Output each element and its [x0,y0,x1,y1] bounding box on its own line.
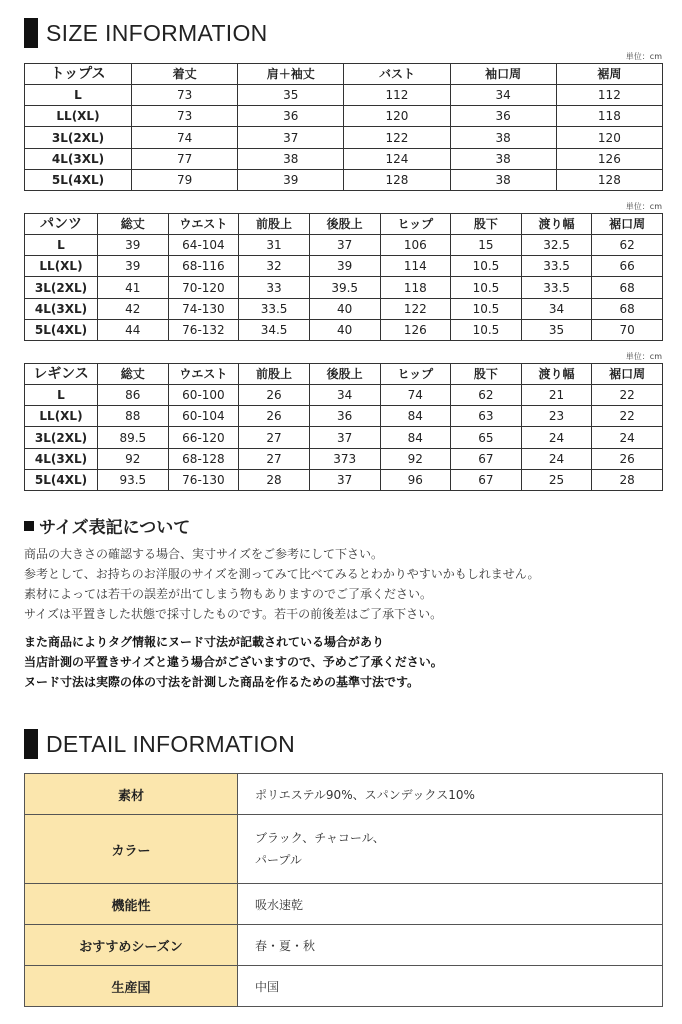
row-label: 3L(2XL) [25,127,132,148]
table-cell: 36 [309,406,380,427]
table-cell: 76-132 [168,319,239,340]
table-cell: 33.5 [239,298,310,319]
row-label: LL(XL) [25,406,98,427]
table-cell: 66-120 [168,427,239,448]
table-cell: 106 [380,235,451,256]
table-cell: 73 [132,106,238,127]
table-cell: 10.5 [451,298,522,319]
detail-label: カラー [25,815,238,884]
table-cell: 33 [239,277,310,298]
table-cell: 126 [380,319,451,340]
column-header: 総丈 [98,364,169,385]
table-row [25,469,663,490]
bold-note-line: また商品によりタグ情報にヌード寸法が記載されている場合があり [24,635,385,649]
heading-bar [24,729,38,759]
table-cell: 37 [309,427,380,448]
size-notes-heading [24,513,190,538]
table-cell: 68-128 [168,448,239,469]
column-header: ヒップ [380,214,451,235]
table-cell: 63 [451,406,522,427]
size-info-title: SIZE INFORMATION [46,19,268,46]
row-label: 3L(2XL) [25,277,98,298]
detail-info-title: DETAIL INFORMATION [46,730,296,757]
leggings-corner-label: レギンス [25,364,98,385]
table-row [25,385,663,406]
table-row [25,169,663,190]
table-cell: 33.5 [521,277,592,298]
table-cell: 84 [380,406,451,427]
column-header: 肩＋袖丈 [238,64,344,85]
column-header: 袖口周 [450,64,556,85]
table-cell: 76-130 [168,469,239,490]
table-cell: 38 [450,148,556,169]
table-cell: 68 [592,298,663,319]
table-cell: 26 [239,385,310,406]
table-row [25,85,663,106]
detail-row-season [25,925,663,966]
tops-corner-label: トップス [25,64,132,85]
detail-row-material [25,774,663,815]
table-cell: 15 [451,235,522,256]
column-header: 股下 [451,364,522,385]
color-value-line: ブラック、チャコール、 [255,831,385,845]
tops-size-table [24,63,663,191]
table-cell: 60-104 [168,406,239,427]
column-header: 渡り幅 [521,214,592,235]
table-cell: 37 [309,235,380,256]
table-cell: 74 [132,127,238,148]
table-cell: 22 [592,385,663,406]
table-cell: 34.5 [239,319,310,340]
table-cell: 10.5 [451,319,522,340]
table-cell: 124 [344,148,450,169]
table-cell: 21 [521,385,592,406]
table-cell: 28 [239,469,310,490]
table-cell: 70-120 [168,277,239,298]
column-header: 総丈 [98,214,169,235]
detail-label: おすすめシーズン [25,925,238,966]
detail-row-color [25,815,663,884]
table-cell: 26 [239,406,310,427]
table-cell: 96 [380,469,451,490]
row-label: 4L(3XL) [25,148,132,169]
table-cell: 68 [592,277,663,298]
table-cell: 84 [380,427,451,448]
column-header: 前股上 [239,364,310,385]
table-cell: 41 [98,277,169,298]
table-cell: 92 [98,448,169,469]
detail-row-function [25,884,663,925]
row-label: L [25,85,132,106]
column-header: ウエスト [168,364,239,385]
row-label: 4L(3XL) [25,448,98,469]
table-row [25,127,663,148]
table-cell: 74 [380,385,451,406]
table-cell: 28 [592,469,663,490]
table-cell: 89.5 [98,427,169,448]
table-cell: 92 [380,448,451,469]
table-cell: 70 [592,319,663,340]
detail-value: 春・夏・秋 [238,925,663,966]
table-cell: 36 [238,106,344,127]
table-cell: 128 [556,169,662,190]
table-row [25,319,663,340]
column-header: 裾口周 [592,364,663,385]
detail-row-origin [25,966,663,1007]
table-cell: 31 [239,235,310,256]
table-header-row [25,214,663,235]
table-cell: 114 [380,256,451,277]
size-info-heading [24,18,268,48]
table-cell: 32.5 [521,235,592,256]
table-cell: 62 [592,235,663,256]
square-bullet-icon [24,521,34,531]
table-cell: 39 [309,256,380,277]
table-cell: 68-116 [168,256,239,277]
table-cell: 120 [556,127,662,148]
table-row [25,106,663,127]
size-notes-bold [24,632,443,692]
table-cell: 122 [380,298,451,319]
table-cell: 35 [521,319,592,340]
row-label: L [25,385,98,406]
table-cell: 33.5 [521,256,592,277]
row-label: 3L(2XL) [25,427,98,448]
table-cell: 27 [239,448,310,469]
table-cell: 38 [238,148,344,169]
color-value-line: パープル [255,853,302,867]
table-cell: 22 [592,406,663,427]
row-label: 4L(3XL) [25,298,98,319]
table-cell: 34 [450,85,556,106]
table-cell: 118 [556,106,662,127]
table-cell: 118 [380,277,451,298]
row-label: LL(XL) [25,106,132,127]
table-cell: 120 [344,106,450,127]
table-cell: 25 [521,469,592,490]
table-cell: 44 [98,319,169,340]
table-cell: 40 [309,319,380,340]
column-header: バスト [344,64,450,85]
unit-label-tops: 単位：cm [625,52,662,61]
table-cell: 40 [309,298,380,319]
unit-label-pants: 単位：cm [625,202,662,211]
column-header: 後股上 [309,364,380,385]
heading-bar [24,18,38,48]
table-cell: 73 [132,85,238,106]
table-cell: 86 [98,385,169,406]
table-row [25,148,663,169]
column-header: 後股上 [309,214,380,235]
note-line: 素材によっては若干の誤差が出てしまう物もありますのでご了承ください。 [24,587,433,601]
table-cell: 34 [309,385,380,406]
table-cell: 93.5 [98,469,169,490]
detail-info-heading [24,729,295,759]
column-header: ウエスト [168,214,239,235]
table-header-row [25,364,663,385]
table-cell: 34 [521,298,592,319]
table-cell: 65 [451,427,522,448]
table-cell: 60-100 [168,385,239,406]
table-cell: 112 [344,85,450,106]
table-cell: 10.5 [451,256,522,277]
note-line: 参考として、お持ちのお洋服のサイズを測ってみて比べてみるとわかりやすいかもしれません。 [24,567,540,581]
size-notes-title: サイズ表記について [39,518,191,538]
table-cell: 39 [238,169,344,190]
table-cell: 373 [309,448,380,469]
column-header: 前股上 [239,214,310,235]
note-line: サイズは平置きした状態で採寸したものです。若干の前後差はご了承下さい。 [24,607,443,621]
table-cell: 24 [521,427,592,448]
table-row [25,427,663,448]
table-cell: 126 [556,148,662,169]
table-cell: 112 [556,85,662,106]
column-header: 裾口周 [592,214,663,235]
table-cell: 24 [521,448,592,469]
detail-value: 吸水速乾 [238,884,663,925]
table-cell: 36 [450,106,556,127]
column-header: 渡り幅 [521,364,592,385]
table-cell: 79 [132,169,238,190]
note-line: 商品の大きさの確認する場合、実寸サイズをご参考にして下さい。 [24,547,384,561]
table-cell: 39 [98,256,169,277]
table-cell: 42 [98,298,169,319]
table-cell: 38 [450,169,556,190]
table-cell: 62 [451,385,522,406]
table-row [25,277,663,298]
table-row [25,448,663,469]
table-row [25,406,663,427]
table-cell: 74-130 [168,298,239,319]
row-label: 5L(4XL) [25,169,132,190]
table-cell: 128 [344,169,450,190]
column-header: 着丈 [132,64,238,85]
table-cell: 27 [239,427,310,448]
table-cell: 122 [344,127,450,148]
row-label: 5L(4XL) [25,319,98,340]
table-cell: 88 [98,406,169,427]
table-cell: 35 [238,85,344,106]
detail-label: 機能性 [25,884,238,925]
table-cell: 26 [592,448,663,469]
size-notes [24,544,540,624]
table-header-row [25,64,663,85]
table-cell: 23 [521,406,592,427]
column-header: 股下 [451,214,522,235]
table-cell: 24 [592,427,663,448]
table-cell: 38 [450,127,556,148]
column-header: 裾周 [556,64,662,85]
table-row [25,298,663,319]
detail-table [24,773,663,1007]
detail-value: 中国 [238,966,663,1007]
column-header: ヒップ [380,364,451,385]
bold-note-line: 当店計測の平置きサイズと違う場合がございますので、予めご了承ください。 [24,655,443,669]
table-cell: 77 [132,148,238,169]
pants-size-table [24,213,663,341]
table-cell: 66 [592,256,663,277]
table-cell: 37 [238,127,344,148]
table-row [25,256,663,277]
unit-label-leggings: 単位：cm [625,352,662,361]
table-cell: 37 [309,469,380,490]
detail-label: 素材 [25,774,238,815]
table-cell: 10.5 [451,277,522,298]
table-cell: 32 [239,256,310,277]
table-cell: 67 [451,469,522,490]
detail-label: 生産国 [25,966,238,1007]
table-row [25,235,663,256]
bold-note-line: ヌード寸法は実際の体の寸法を計測した商品を作るための基準寸法です。 [24,675,420,689]
table-cell: 39.5 [309,277,380,298]
table-cell: 67 [451,448,522,469]
row-label: 5L(4XL) [25,469,98,490]
leggings-size-table [24,363,663,491]
detail-value: ポリエステル90%、スパンデックス10% [238,774,663,815]
row-label: L [25,235,98,256]
pants-corner-label: パンツ [25,214,98,235]
table-cell: 39 [98,235,169,256]
table-cell: 64-104 [168,235,239,256]
detail-value [238,815,663,884]
row-label: LL(XL) [25,256,98,277]
